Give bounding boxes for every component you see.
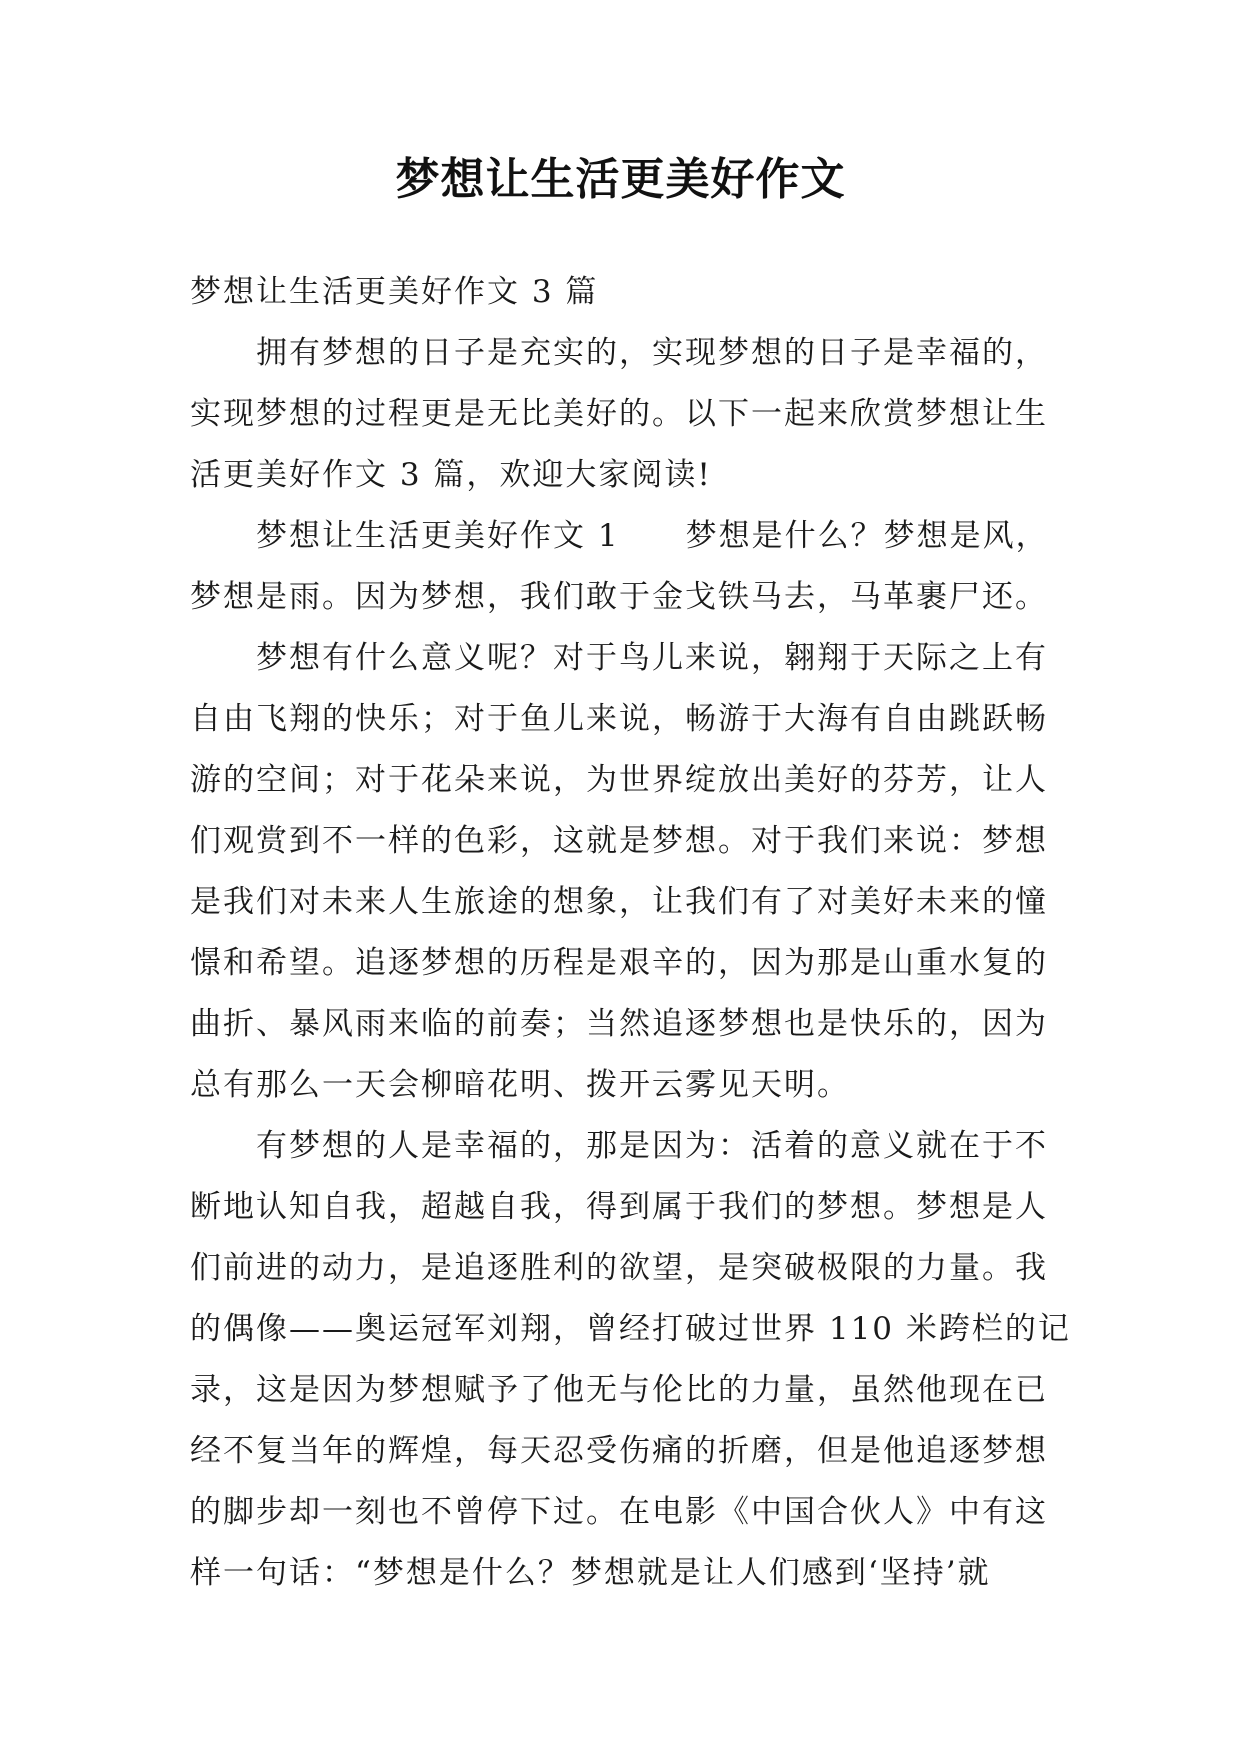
document-body — [190, 262, 1071, 1604]
paragraph-line: 憬和希望。追逐梦想的历程是艰辛的，因为那是山重水复的 — [190, 945, 1048, 981]
paragraph-line: 有梦想的人是幸福的，那是因为：活着的意义就在于不 — [256, 1128, 1048, 1164]
paragraph-line: 总有那么一天会柳暗花明、拨开云雾见天明。 — [190, 1067, 850, 1103]
paragraph-line: 活更美好作文 3 篇，欢迎大家阅读! — [190, 457, 712, 493]
paragraph-line: 梦想让生活更美好作文 1 梦想是什么？梦想是风， — [256, 518, 1049, 554]
paragraph-line: 游的空间；对于花朵来说，为世界绽放出美好的芬芳，让人 — [190, 762, 1048, 798]
paragraph-line: 样一句话：“梦想是什么？梦想就是让人们感到‘坚持’就 — [190, 1555, 991, 1591]
paragraph-line: 断地认知自我，超越自我，得到属于我们的梦想。梦想是人 — [190, 1189, 1048, 1225]
paragraph-line: 经不复当年的辉煌，每天忍受伤痛的折磨，但是他追逐梦想 — [190, 1433, 1048, 1469]
paragraph-line: 们观赏到不一样的色彩，这就是梦想。对于我们来说：梦想 — [190, 823, 1048, 859]
paragraph-line: 录，这是因为梦想赋予了他无与伦比的力量，虽然他现在已 — [190, 1372, 1048, 1408]
paragraph-line: 的偶像——奥运冠军刘翔，曾经打破过世界 110 米跨栏的记 — [190, 1311, 1071, 1347]
paragraph-line: 曲折、暴风雨来临的前奏；当然追逐梦想也是快乐的，因为 — [190, 1006, 1048, 1042]
paragraph-line: 们前进的动力，是追逐胜利的欲望，是突破极限的力量。我 — [190, 1250, 1048, 1286]
paragraph-line: 拥有梦想的日子是充实的，实现梦想的日子是幸福的， — [256, 335, 1048, 371]
paragraph-line: 梦想有什么意义呢？对于鸟儿来说，翱翔于天际之上有 — [256, 640, 1048, 676]
paragraph-line: 实现梦想的过程更是无比美好的。以下一起来欣赏梦想让生 — [190, 396, 1048, 432]
paragraph-line: 的脚步却一刻也不曾停下过。在电影《中国合伙人》中有这 — [190, 1494, 1048, 1530]
subtitle-line: 梦想让生活更美好作文 3 篇 — [190, 274, 599, 310]
paragraph-line: 自由飞翔的快乐；对于鱼儿来说，畅游于大海有自由跳跃畅 — [190, 701, 1048, 737]
document-title: 梦想让生活更美好作文 — [395, 154, 846, 205]
paragraph-line: 是我们对未来人生旅途的想象，让我们有了对美好未来的憧 — [190, 884, 1048, 920]
paragraph-line: 梦想是雨。因为梦想，我们敢于金戈铁马去，马革裹尸还。 — [190, 579, 1048, 615]
